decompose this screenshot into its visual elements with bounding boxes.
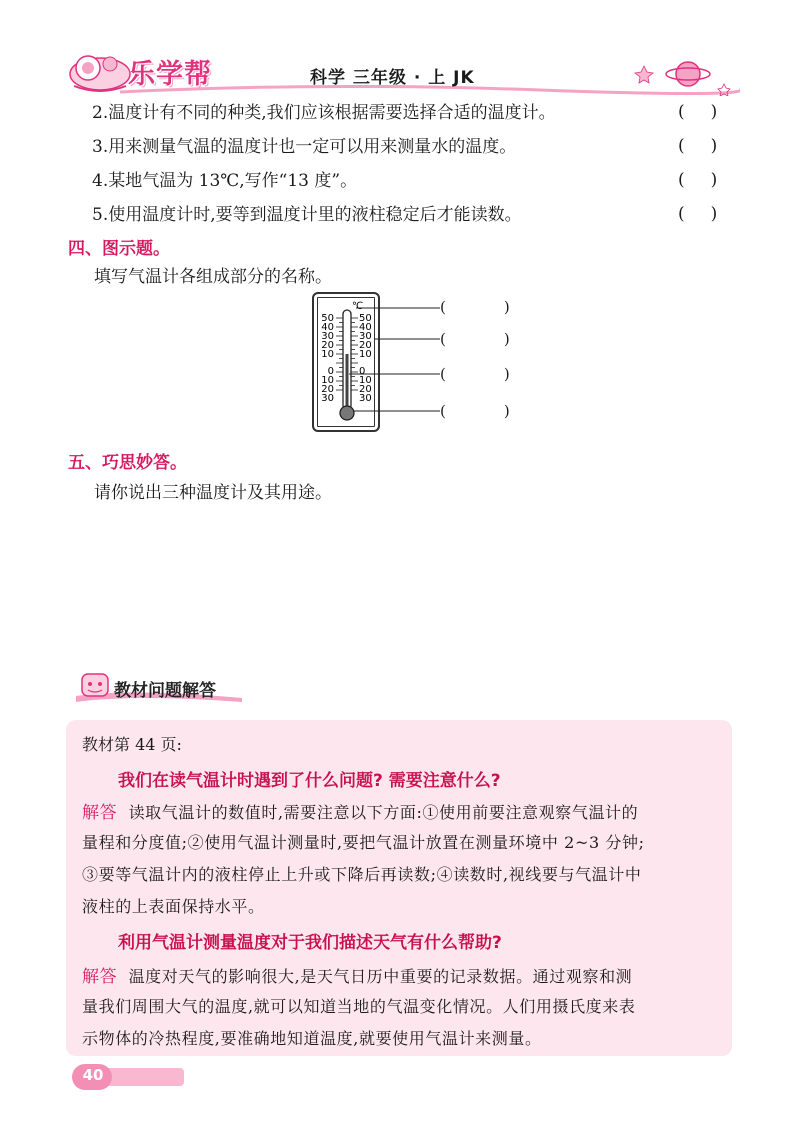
answer-1-line-1 [82, 798, 722, 823]
tick-label: 50 [321, 313, 334, 324]
answer-2-line-2: 量我们周围大气的温度,就可以知道当地的气温变化情况。人们用摄氏度来表 [82, 997, 636, 1016]
section-title-thinking: 五、巧思妙答。 [68, 453, 187, 473]
answer-2-line-3: 示物体的冷热程度,要准确地知道温度,就要使用气温计来测量。 [82, 1029, 542, 1048]
judge-item-4: 4.某地气温为 13℃,写作“13 度”。 [92, 171, 358, 191]
answer-paren: () [678, 102, 744, 122]
tick-label: 0 [359, 366, 366, 377]
textbook-question-1: 我们在读气温计时遇到了什么问题? 需要注意什么? [118, 771, 501, 791]
tick-label: 50 [359, 313, 372, 324]
label-paren: () [440, 298, 568, 316]
section-instruction: 请你说出三种温度计及其用途。 [94, 483, 332, 503]
label-paren: () [440, 365, 568, 383]
planet-star-icon [630, 52, 740, 96]
tick-label: 40 [321, 322, 334, 333]
tick-label: 20 [321, 384, 334, 395]
answer-paren: () [678, 136, 744, 156]
answer-text: 温度对天气的影响很大,是天气日历中重要的记录数据。通过观察和测 [128, 967, 633, 986]
tick-label: 30 [359, 331, 372, 342]
answer-paren: () [678, 204, 744, 224]
answer-1-line-2: 量程和分度值;②使用气温计测量时,要把气温计放置在测量环境中 2~3 分钟; [82, 833, 645, 852]
answer-paren: () [678, 170, 744, 190]
section-title-diagram: 四、图示题。 [68, 239, 170, 259]
tick-label: 30 [321, 331, 334, 342]
unit-label: ℃ [352, 301, 364, 312]
tick-label: 20 [359, 340, 372, 351]
label-paren: () [440, 402, 568, 420]
tick-label: 10 [321, 375, 334, 386]
answer-1-line-3: ③要等气温计内的液柱停止上升或下降后再读数;④读数时,视线要与气温计中 [82, 865, 642, 884]
brand-title: 乐学帮 [128, 59, 212, 90]
textbook-question-2: 利用气温计测量温度对于我们描述天气有什么帮助? [118, 933, 502, 953]
answer-1-line-4: 液柱的上表面保持水平。 [82, 897, 265, 916]
tick-label: 0 [327, 366, 334, 377]
answer-label: 解答 [82, 967, 118, 987]
answer-label: 解答 [82, 803, 118, 823]
page-reference: 教材第 44 页: [82, 735, 182, 754]
judge-item-5: 5.使用温度计时,要等到温度计里的液柱稳定后才能读数。 [92, 205, 522, 225]
tick-label: 10 [359, 349, 372, 360]
tick-label: 30 [321, 393, 334, 404]
page-number: 40 [82, 1066, 104, 1084]
right-scale-labels [359, 313, 372, 404]
thermometer-diagram [312, 292, 452, 432]
judge-item-3: 3.用来测量气温的温度计也一定可以用来测量水的温度。 [92, 137, 517, 157]
tick-label: 30 [359, 393, 372, 404]
subject-title: 科学 三年级 · 上 JK [310, 68, 475, 88]
section-instruction: 填写气温计各组成部分的名称。 [94, 267, 332, 287]
tick-label: 20 [359, 384, 372, 395]
answer-text: 读取气温计的数值时,需要注意以下方面:①使用前要注意观察气温计的 [128, 803, 639, 822]
thermometer-bulb [340, 406, 354, 420]
left-scale-labels [321, 313, 334, 404]
answer-2-line-1 [82, 962, 722, 987]
thermometer-liquid [346, 354, 349, 410]
label-paren: () [440, 330, 568, 348]
judge-item-2: 2.温度计有不同的种类,我们应该根据需要选择合适的温度计。 [92, 103, 556, 123]
tick-label: 10 [321, 349, 334, 360]
tick-label: 20 [321, 340, 334, 351]
tick-label: 40 [359, 322, 372, 333]
textbook-tag-label: 教材问题解答 [114, 681, 216, 701]
page-header [0, 0, 800, 100]
tick-label: 10 [359, 375, 372, 386]
